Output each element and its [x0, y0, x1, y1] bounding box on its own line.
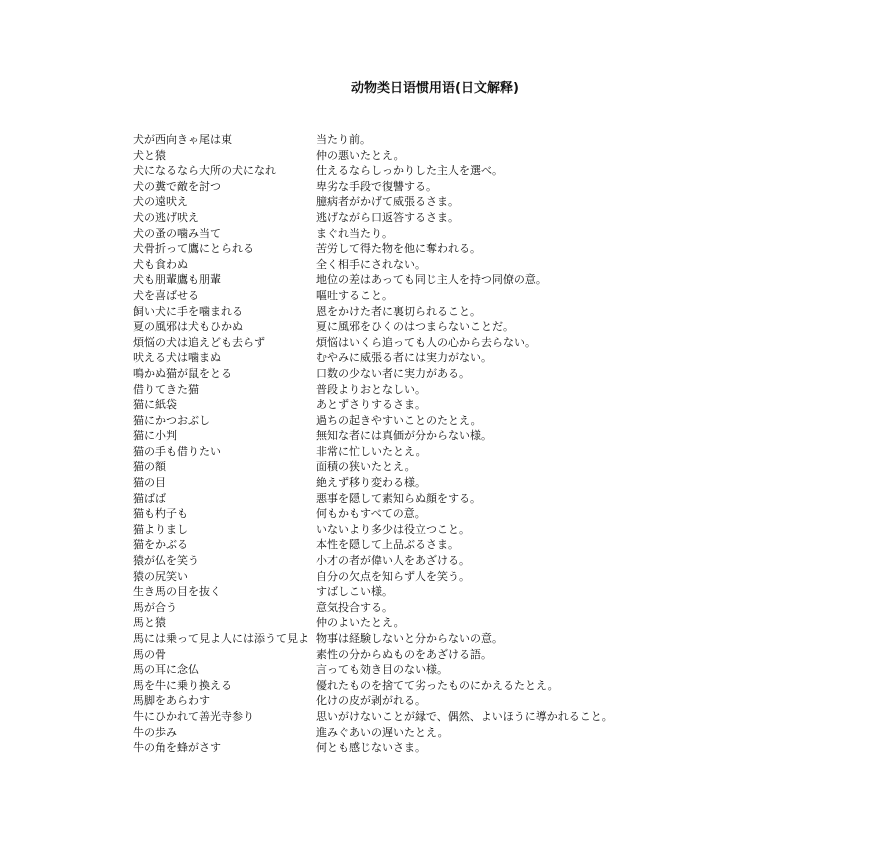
idiom-meaning: 物事は経験しないと分からないの意。: [316, 632, 503, 645]
idiom-term: 犬も朋輩鷹も朋輩: [133, 273, 221, 287]
idiom-term: 牛の歩み: [133, 725, 177, 739]
idiom-row: [133, 631, 853, 647]
idiom-meaning: 言っても効き目のない様。: [316, 663, 448, 677]
idiom-row: [133, 350, 853, 366]
idiom-meaning: 全く相手にされない。: [316, 257, 426, 271]
idiom-term: 馬と猿: [133, 616, 166, 630]
idiom-row: [133, 584, 853, 600]
idiom-meaning: 意気投合する。: [316, 600, 393, 614]
idiom-row: [133, 662, 853, 678]
idiom-term: 猫の目: [133, 476, 166, 490]
idiom-term: 猫の手も借りたい: [133, 444, 221, 458]
idiom-row: [133, 709, 853, 725]
idiom-meaning: 苦労して得た物を他に奪われる。: [316, 242, 481, 256]
idiom-term: 猿の尻笑い: [133, 569, 188, 583]
idiom-meaning: 化けの皮が剥がれる。: [316, 694, 426, 708]
idiom-row: [133, 475, 853, 491]
idiom-meaning: むやみに威張る者には実力がない。: [316, 351, 492, 365]
idiom-term: 夏の風邪は犬もひかぬ: [133, 320, 243, 334]
idiom-row: [133, 522, 853, 538]
idiom-row: [133, 600, 853, 616]
idiom-term: 馬を牛に乗り換える: [133, 678, 232, 692]
idiom-row: [133, 241, 853, 257]
idiom-meaning: 煩悩はいくら追っても人の心から去らない。: [316, 335, 536, 349]
idiom-meaning: 逃げながら口返答するさま。: [316, 210, 459, 224]
idiom-row: [133, 491, 853, 507]
idiom-meaning: すばしこい様。: [316, 585, 393, 599]
idiom-meaning: 思いがけないことが縁で、偶然、よいほうに導かれること。: [316, 709, 613, 723]
idiom-meaning: 悪事を隠して素知らぬ顔をする。: [316, 491, 481, 505]
idiom-term: 借りてきた猫: [133, 382, 199, 396]
idiom-row: [133, 366, 853, 382]
idiom-row: [133, 132, 853, 148]
idiom-meaning: 自分の欠点を知らず人を笑う。: [316, 569, 470, 583]
idiom-row: [133, 569, 853, 585]
idiom-term: 吠える犬は噛まぬ: [133, 351, 221, 365]
idiom-meaning: 本性を隠して上品ぶるさま。: [316, 538, 459, 552]
idiom-meaning: 進みぐあいの遅いたとえ。: [316, 725, 449, 739]
idiom-term: 生き馬の目を抜く: [133, 585, 221, 599]
idiom-meaning: いないより多少は役立つこと。: [316, 522, 470, 536]
idiom-term: 鳴かぬ猫が鼠をとる: [133, 366, 232, 380]
idiom-list: [133, 132, 853, 756]
idiom-term: 飼い犬に手を噛まれる: [133, 304, 243, 318]
idiom-row: [133, 444, 853, 460]
idiom-meaning: 卑劣な手段で復讐する。: [316, 179, 437, 193]
idiom-term: 犬の遠吠え: [133, 195, 188, 209]
idiom-meaning: 過ちの起きやすいことのたとえ。: [316, 413, 482, 427]
idiom-meaning: 無知な者には真価が分からない様。: [316, 429, 492, 443]
idiom-row: [133, 319, 853, 335]
idiom-meaning: 仲のよいたとえ。: [316, 616, 405, 630]
idiom-row: [133, 179, 853, 195]
idiom-term: 煩悩の犬は追えども去らず: [133, 335, 265, 349]
idiom-term: 猫ばば: [133, 491, 166, 505]
idiom-row: [133, 725, 853, 741]
idiom-row: [133, 288, 853, 304]
idiom-row: [133, 194, 853, 210]
idiom-term: 猫の額: [133, 460, 166, 474]
idiom-meaning: 夏に風邪をひくのはつまらないことだ。: [316, 320, 514, 334]
idiom-term: 犬が西向きゃ尾は東: [133, 133, 232, 146]
idiom-meaning: 優れたものを捨てて劣ったものにかえるたとえ。: [316, 678, 559, 692]
idiom-meaning: 当たり前。: [316, 133, 371, 146]
idiom-row: [133, 678, 853, 694]
idiom-term: 牛にひかれて善光寺参り: [133, 709, 254, 723]
idiom-row: [133, 553, 853, 569]
idiom-term: 猿が仏を笑う: [133, 554, 199, 568]
idiom-meaning: 何とも感じないさま。: [316, 741, 426, 755]
idiom-term: 馬の骨: [133, 647, 166, 661]
idiom-row: [133, 397, 853, 413]
idiom-row: [133, 459, 853, 475]
idiom-meaning: 口数の少ない者に実力がある。: [316, 366, 470, 380]
idiom-row: [133, 226, 853, 242]
idiom-term: 犬になるなら大所の犬になれ: [133, 164, 276, 178]
idiom-meaning: 面積の狭いたとえ。: [316, 460, 416, 474]
idiom-row: [133, 335, 853, 351]
idiom-row: [133, 647, 853, 663]
idiom-term: 牛の角を蜂がさす: [133, 741, 221, 755]
idiom-meaning: 恩をかけた者に裏切られること。: [316, 304, 481, 318]
idiom-row: [133, 506, 853, 522]
idiom-row: [133, 272, 853, 288]
idiom-meaning: 素性の分からぬものをあざける語。: [316, 647, 492, 661]
idiom-meaning: 嘔吐すること。: [316, 288, 393, 302]
idiom-row: [133, 740, 853, 756]
idiom-meaning: 地位の差はあっても同じ主人を持つ同僚の意。: [316, 273, 547, 287]
idiom-meaning: まぐれ当たり。: [316, 226, 393, 240]
idiom-row: [133, 428, 853, 444]
idiom-term: 猫よりまし: [133, 522, 188, 536]
idiom-term: 馬には乗って見よ人には添うて見よ: [133, 632, 309, 645]
idiom-meaning: 仕えるならしっかりした主人を選べ。: [316, 164, 503, 178]
idiom-row: [133, 693, 853, 709]
idiom-term: 犬の蚤の噛み当て: [133, 226, 221, 240]
idiom-row: [133, 257, 853, 273]
idiom-term: 犬の糞で敵を討つ: [133, 179, 221, 193]
idiom-meaning: 普段よりおとなしい。: [316, 382, 426, 396]
idiom-term: 犬も食わぬ: [133, 257, 188, 271]
idiom-meaning: 何もかもすべての意。: [316, 507, 426, 521]
idiom-meaning: 非常に忙しいたとえ。: [316, 444, 427, 458]
page-title: 动物类日语惯用语(日文解释): [351, 81, 519, 96]
idiom-term: 猫も杓子も: [133, 507, 188, 521]
idiom-term: 犬の逃げ吠え: [133, 210, 199, 224]
idiom-row: [133, 163, 853, 179]
idiom-term: 猫をかぶる: [133, 538, 188, 552]
idiom-row: [133, 304, 853, 320]
idiom-row: [133, 148, 853, 164]
idiom-row: [133, 537, 853, 553]
idiom-meaning: 臆病者がかげて威張るさま。: [316, 195, 459, 209]
idiom-term: 馬脚をあらわす: [133, 694, 210, 708]
idiom-meaning: 仲の悪いたとえ。: [316, 148, 405, 162]
idiom-row: [133, 210, 853, 226]
idiom-term: 馬の耳に念仏: [133, 663, 199, 677]
idiom-meaning: 絶えず移り変わる様。: [316, 476, 426, 490]
idiom-term: 猫に紙袋: [133, 398, 177, 412]
idiom-row: [133, 382, 853, 398]
idiom-term: 馬が合う: [133, 600, 177, 614]
idiom-term: 犬と猿: [133, 148, 166, 162]
idiom-term: 犬骨折って鷹にとられる: [133, 242, 254, 256]
idiom-meaning: あとずさりするさま。: [316, 398, 426, 412]
idiom-row: [133, 615, 853, 631]
idiom-row: [133, 413, 853, 429]
idiom-meaning: 小才の者が偉い人をあざける。: [316, 554, 470, 568]
idiom-term: 犬を喜ばせる: [133, 288, 199, 302]
idiom-term: 猫にかつおぶし: [133, 413, 210, 427]
idiom-term: 猫に小判: [133, 429, 177, 443]
